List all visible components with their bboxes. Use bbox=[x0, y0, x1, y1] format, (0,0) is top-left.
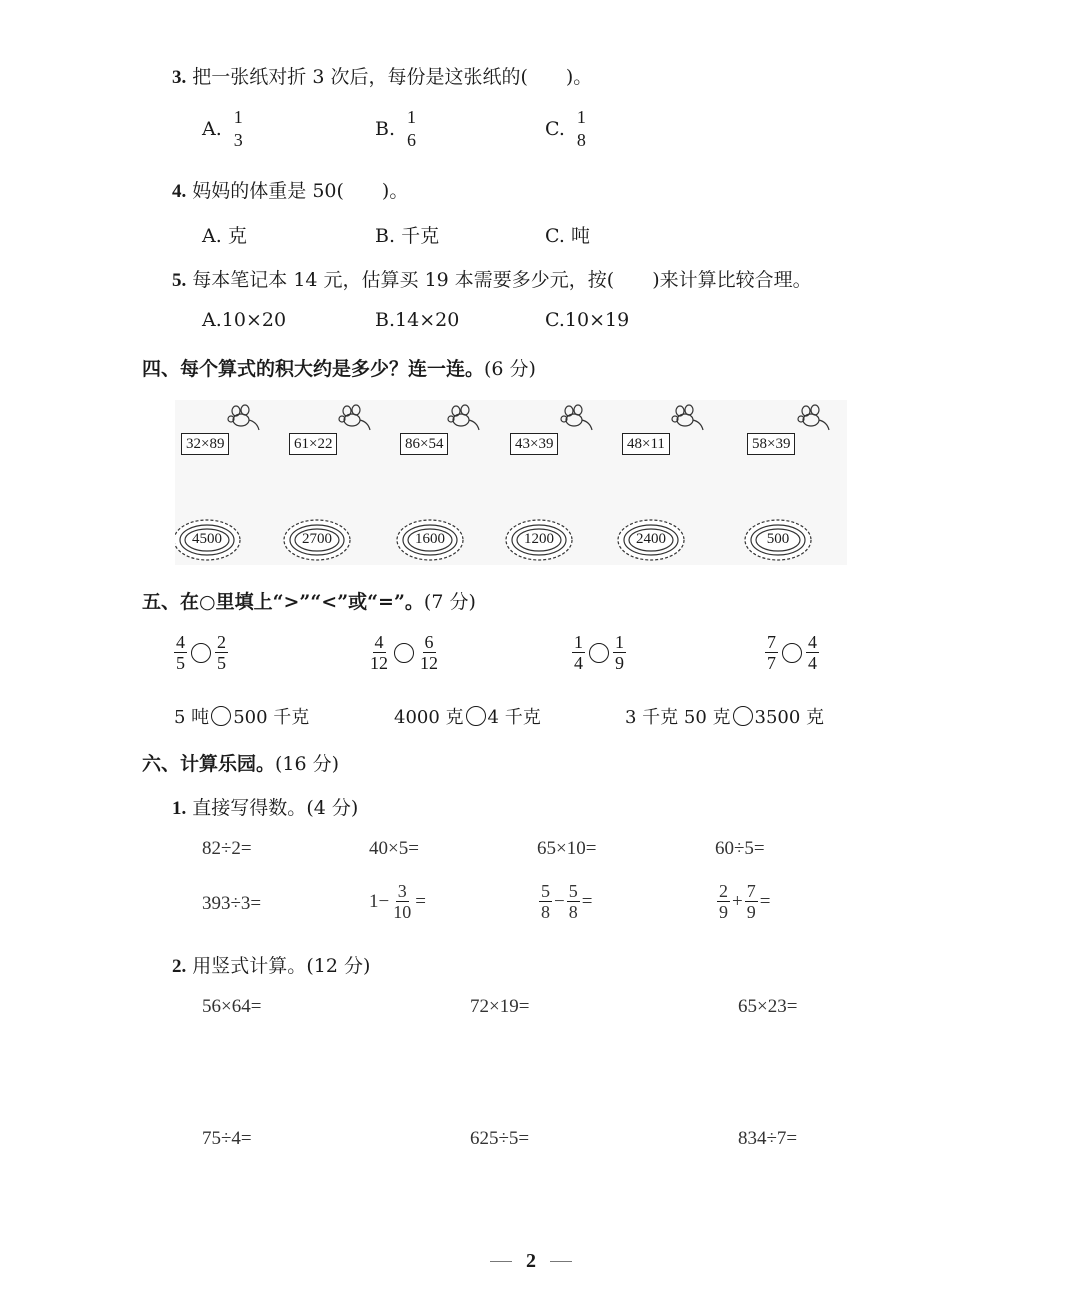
part-1-heading bbox=[172, 793, 358, 820]
denominator: 3 bbox=[233, 130, 243, 150]
numerator: 1 bbox=[615, 632, 624, 652]
denominator: 7 bbox=[767, 653, 776, 673]
question-number: 3. bbox=[172, 67, 187, 88]
oral-calc-fraction bbox=[537, 882, 592, 921]
option-text: 吨 bbox=[570, 225, 590, 247]
section-6-heading bbox=[142, 749, 339, 776]
denominator: 5 bbox=[217, 653, 226, 673]
numerator: 4 bbox=[374, 632, 384, 652]
page-number: 2 bbox=[526, 1250, 536, 1272]
vertical-calc: 625÷5= bbox=[470, 1128, 530, 1149]
result-label[interactable]: 2400 bbox=[636, 531, 666, 547]
question-5 bbox=[172, 265, 812, 292]
compare-left: 5 吨 bbox=[174, 707, 210, 728]
numerator: 4 bbox=[808, 632, 817, 652]
fraction bbox=[745, 882, 758, 921]
option-b bbox=[375, 221, 439, 248]
numerator: 2 bbox=[719, 881, 728, 901]
denominator: 5 bbox=[176, 653, 185, 673]
option-label: B. bbox=[375, 225, 396, 247]
numerator: 5 bbox=[541, 881, 550, 901]
answer-circle[interactable] bbox=[211, 706, 231, 726]
fraction bbox=[765, 633, 778, 672]
equals-sign: = bbox=[581, 890, 593, 912]
denominator: 8 bbox=[568, 902, 578, 922]
option-label: A. bbox=[202, 117, 222, 140]
question-3 bbox=[172, 62, 592, 89]
option-a bbox=[202, 221, 247, 248]
compare-right: 4 千克 bbox=[487, 707, 541, 728]
option-label: B. bbox=[375, 309, 396, 331]
compare-left: 4000 克 bbox=[394, 707, 464, 728]
unit-compare bbox=[625, 703, 824, 729]
denominator: 12 bbox=[420, 653, 438, 673]
unit-compare bbox=[174, 703, 309, 729]
denominator: 4 bbox=[808, 653, 817, 673]
oral-calc-fraction bbox=[715, 882, 770, 921]
result-label[interactable]: 1200 bbox=[524, 531, 554, 547]
result-label[interactable]: 2700 bbox=[302, 531, 332, 547]
option-label: C. bbox=[545, 225, 565, 247]
question-text: 把一张纸对折 3 次后，每份是这张纸的( )。 bbox=[192, 66, 593, 88]
vertical-calc: 65×23= bbox=[738, 996, 798, 1017]
section-points: (16 分) bbox=[275, 753, 340, 775]
bee-icon bbox=[798, 405, 829, 430]
fraction bbox=[215, 633, 228, 672]
option-label: C. bbox=[545, 309, 565, 331]
fraction bbox=[368, 633, 390, 672]
matching-panel bbox=[175, 400, 847, 565]
question-4 bbox=[172, 176, 408, 203]
bee-icon bbox=[561, 405, 592, 430]
section-title: 四、每个算式的积大约是多少？连一连。 bbox=[142, 358, 485, 380]
footer-dash bbox=[550, 1261, 572, 1262]
denominator: 9 bbox=[615, 653, 624, 673]
expression-box[interactable]: 58×39 bbox=[747, 433, 795, 455]
fraction bbox=[391, 882, 413, 921]
denominator: 12 bbox=[370, 653, 388, 673]
operator: − bbox=[554, 890, 565, 912]
numerator: 1 bbox=[576, 107, 586, 127]
expression-box[interactable]: 32×89 bbox=[181, 433, 229, 455]
bee-icon bbox=[339, 405, 370, 430]
expression-box[interactable]: 48×11 bbox=[622, 433, 670, 455]
fraction bbox=[418, 633, 440, 672]
page-footer bbox=[490, 1250, 572, 1273]
question-text: 直接写得数。 bbox=[192, 797, 307, 819]
option-text: 14×20 bbox=[395, 309, 460, 331]
bee-icon bbox=[228, 405, 259, 430]
option-text: 10×20 bbox=[221, 309, 287, 331]
compare-left: 3 千克 50 克 bbox=[625, 707, 731, 728]
vertical-calc: 56×64= bbox=[202, 996, 262, 1017]
fraction bbox=[174, 633, 187, 672]
answer-circle[interactable] bbox=[733, 706, 753, 726]
fraction bbox=[717, 882, 730, 921]
denominator: 9 bbox=[746, 902, 756, 922]
section-points: (6 分) bbox=[484, 358, 536, 380]
question-text: 妈妈的体重是 50( )。 bbox=[192, 180, 409, 202]
numerator: 5 bbox=[568, 881, 578, 901]
result-label[interactable]: 4500 bbox=[192, 531, 222, 547]
result-label[interactable]: 1600 bbox=[415, 531, 445, 547]
answer-circle[interactable] bbox=[782, 643, 802, 663]
option-text: 克 bbox=[227, 225, 247, 247]
question-text: 每本笔记本 14 元，估算买 19 本需要多少元，按( )来计算比较合理。 bbox=[192, 269, 812, 291]
fraction bbox=[539, 882, 552, 921]
numerator: 4 bbox=[176, 632, 185, 652]
fraction-compare bbox=[172, 633, 230, 672]
numerator: 1 bbox=[233, 107, 243, 127]
option-label: C. bbox=[545, 117, 565, 140]
option-b bbox=[375, 108, 420, 149]
option-c bbox=[545, 221, 590, 248]
expression-box[interactable]: 43×39 bbox=[510, 433, 558, 455]
operator: + bbox=[732, 890, 743, 912]
option-text: 千克 bbox=[401, 225, 440, 247]
option-label: A. bbox=[202, 309, 222, 331]
expression-box[interactable]: 61×22 bbox=[289, 433, 337, 455]
option-a bbox=[202, 108, 247, 149]
oral-calc-fraction bbox=[369, 882, 426, 921]
fraction bbox=[613, 633, 626, 672]
fraction bbox=[572, 633, 585, 672]
oral-calc: 393÷3= bbox=[202, 893, 262, 914]
result-label[interactable]: 500 bbox=[766, 531, 790, 547]
option-b bbox=[375, 309, 459, 331]
expression-box[interactable]: 86×54 bbox=[400, 433, 448, 455]
footer-dash bbox=[490, 1261, 512, 1262]
section-title: 六、计算乐园。 bbox=[142, 753, 276, 775]
question-number: 1. bbox=[172, 798, 187, 819]
answer-circle[interactable] bbox=[394, 643, 414, 663]
equals-sign: = bbox=[415, 890, 426, 912]
fraction bbox=[575, 108, 588, 149]
section-title: 五、在○里填上“>”“<”或“=”。 bbox=[142, 591, 424, 613]
expr-prefix: 1− bbox=[369, 890, 390, 912]
denominator: 10 bbox=[393, 902, 412, 922]
unit-compare bbox=[394, 703, 541, 729]
denominator: 9 bbox=[719, 902, 728, 922]
numerator: 7 bbox=[746, 881, 756, 901]
question-number: 2. bbox=[172, 956, 187, 977]
section-5-heading bbox=[142, 587, 476, 614]
question-points: (4 分) bbox=[306, 797, 359, 819]
fraction bbox=[232, 108, 245, 149]
equals-sign: = bbox=[759, 890, 771, 912]
part-2-heading bbox=[172, 951, 370, 978]
option-label: B. bbox=[375, 117, 396, 140]
oral-calc: 65×10= bbox=[537, 838, 597, 859]
denominator: 8 bbox=[541, 902, 550, 922]
fraction bbox=[405, 108, 418, 149]
fraction-compare bbox=[763, 633, 821, 672]
numerator: 1 bbox=[574, 632, 583, 652]
numerator: 6 bbox=[424, 632, 434, 652]
option-a bbox=[202, 309, 286, 331]
question-number: 4. bbox=[172, 181, 187, 202]
section-points: (7 分) bbox=[423, 591, 476, 613]
bee-icon bbox=[672, 405, 703, 430]
oral-calc: 60÷5= bbox=[715, 838, 765, 859]
fraction bbox=[806, 633, 819, 672]
fraction bbox=[567, 882, 580, 921]
fraction-compare bbox=[366, 633, 442, 672]
question-text: 用竖式计算。 bbox=[192, 955, 307, 977]
denominator: 6 bbox=[407, 130, 417, 150]
denominator: 8 bbox=[576, 130, 586, 150]
answer-circle[interactable] bbox=[589, 643, 609, 663]
numerator: 3 bbox=[397, 881, 407, 901]
answer-circle[interactable] bbox=[466, 706, 486, 726]
oral-calc: 40×5= bbox=[369, 838, 419, 859]
question-number: 5. bbox=[172, 270, 187, 291]
vertical-calc: 75÷4= bbox=[202, 1128, 252, 1149]
numerator: 7 bbox=[767, 632, 776, 652]
compare-right: 3500 克 bbox=[754, 707, 825, 728]
answer-circle[interactable] bbox=[191, 643, 211, 663]
section-4-heading bbox=[142, 354, 536, 381]
question-points: (12 分) bbox=[306, 955, 371, 977]
vertical-calc: 72×19= bbox=[470, 996, 530, 1017]
denominator: 4 bbox=[574, 653, 583, 673]
fraction-compare bbox=[570, 633, 628, 672]
numerator: 1 bbox=[407, 107, 417, 127]
numerator: 2 bbox=[217, 632, 226, 652]
bee-icon bbox=[448, 405, 479, 430]
option-text: 10×19 bbox=[564, 309, 630, 331]
vertical-calc: 834÷7= bbox=[738, 1128, 798, 1149]
oral-calc: 82÷2= bbox=[202, 838, 252, 859]
option-c bbox=[545, 309, 629, 331]
option-label: A. bbox=[202, 225, 222, 247]
option-c bbox=[545, 108, 590, 149]
compare-right: 500 千克 bbox=[233, 707, 310, 728]
